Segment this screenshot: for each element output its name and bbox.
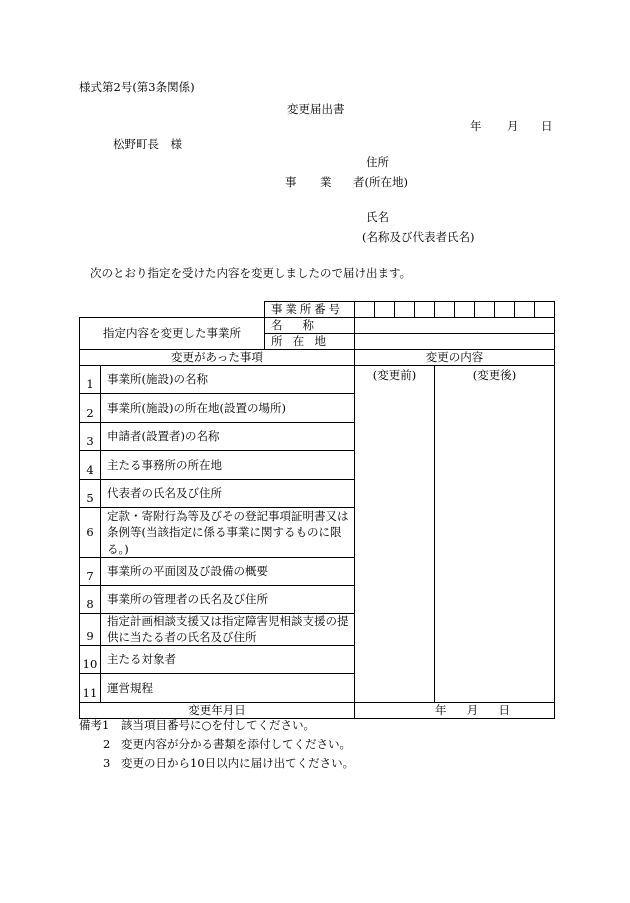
item-number[interactable]: 2 bbox=[80, 394, 101, 423]
office-number-box-6[interactable] bbox=[455, 302, 475, 318]
office-number-box-5[interactable] bbox=[435, 302, 455, 318]
item-number[interactable]: 10 bbox=[80, 646, 101, 674]
office-number-box-9[interactable] bbox=[515, 302, 535, 318]
item-number[interactable]: 4 bbox=[80, 451, 101, 480]
office-location-label: 所 在 地 bbox=[265, 334, 355, 350]
date-month-label: 月 bbox=[507, 119, 519, 133]
item-number[interactable]: 11 bbox=[80, 674, 101, 703]
change-date-field[interactable]: 年 月 日 bbox=[355, 703, 555, 719]
item-number[interactable]: 9 bbox=[80, 614, 101, 646]
note-1-label: 備考1 bbox=[79, 718, 110, 732]
applicant-label-char-1: 事 bbox=[285, 175, 297, 189]
note-2-text: 変更内容が分かる書類を添付してください。 bbox=[121, 737, 351, 751]
intro-text: 次のとおり指定を受けた内容を変更しましたので届け出ます。 bbox=[90, 266, 412, 280]
item-text: 事業所(施設)の名称 bbox=[101, 366, 355, 394]
date-year-label: 年 bbox=[470, 119, 482, 133]
office-number-label: 事 業 所 番 号 bbox=[265, 302, 355, 318]
item-number[interactable]: 7 bbox=[80, 558, 101, 586]
note-2-label: 2 bbox=[103, 737, 111, 751]
office-location-field[interactable] bbox=[355, 334, 555, 350]
addressee: 松野町長 様 bbox=[113, 137, 182, 151]
item-text: 指定計画相談支援又は指定障害児相談支援の提供に当たる者の氏名及び住所 bbox=[101, 614, 355, 646]
changed-items-header: 変更があった事項 bbox=[80, 350, 355, 366]
item-text: 主たる対象者 bbox=[101, 646, 355, 674]
item-number[interactable]: 8 bbox=[80, 586, 101, 614]
item-text: 申請者(設置者)の名称 bbox=[101, 423, 355, 451]
note-3-text: 変更の日から10日以内に届け出てください。 bbox=[121, 756, 355, 770]
note-1-text: 該当項目番号に○を付してください。 bbox=[121, 718, 316, 732]
office-number-box-1[interactable] bbox=[355, 302, 375, 318]
changed-office-label: 指定内容を変更した事業所 bbox=[80, 318, 265, 350]
office-number-box-8[interactable] bbox=[495, 302, 515, 318]
office-number-box-4[interactable] bbox=[415, 302, 435, 318]
name-note: (名称及び代表者氏名) bbox=[362, 230, 475, 244]
item-number[interactable]: 1 bbox=[80, 366, 101, 394]
item-text: 運営規程 bbox=[101, 674, 355, 703]
before-change-field[interactable] bbox=[355, 366, 435, 703]
office-number-box-2[interactable] bbox=[375, 302, 395, 318]
date-day-label: 日 bbox=[541, 119, 553, 133]
note-3-label: 3 bbox=[103, 756, 111, 770]
item-text: 定款・寄附行為等及びその登記事項証明書又は条例等(当該指定に係る事業に関するものに限る。) bbox=[101, 508, 355, 558]
change-notification-table bbox=[79, 301, 555, 719]
office-number-box-3[interactable] bbox=[395, 302, 415, 318]
after-change-field[interactable] bbox=[435, 366, 555, 703]
applicant-label-char-2: 業 bbox=[320, 175, 332, 189]
change-date-label: 変更年月日 bbox=[80, 703, 355, 719]
item-number[interactable]: 5 bbox=[80, 480, 101, 508]
item-text: 事業所(施設)の所在地(設置の場所) bbox=[101, 394, 355, 423]
item-number[interactable]: 3 bbox=[80, 423, 101, 451]
item-text: 事業所の平面図及び設備の概要 bbox=[101, 558, 355, 586]
name-label: 氏名 bbox=[366, 210, 389, 224]
after-change-label: (変更後) bbox=[472, 368, 517, 382]
form-number: 様式第2号(第3条関係) bbox=[79, 80, 195, 94]
address-label: 住所 bbox=[366, 155, 389, 169]
item-text: 主たる事務所の所在地 bbox=[101, 451, 355, 480]
item-number[interactable]: 6 bbox=[80, 508, 101, 558]
document-title: 変更届出書 bbox=[287, 102, 345, 116]
change-content-header: 変更の内容 bbox=[355, 350, 555, 366]
item-text: 代表者の氏名及び住所 bbox=[101, 480, 355, 508]
office-name-label: 名 称 bbox=[265, 318, 355, 334]
office-name-field[interactable] bbox=[355, 318, 555, 334]
applicant-label-char-3: 者(所在地) bbox=[353, 175, 408, 189]
before-change-label: (変更前) bbox=[372, 368, 417, 382]
office-number-box-7[interactable] bbox=[475, 302, 495, 318]
office-number-box-10[interactable] bbox=[535, 302, 555, 318]
item-text: 事業所の管理者の氏名及び住所 bbox=[101, 586, 355, 614]
